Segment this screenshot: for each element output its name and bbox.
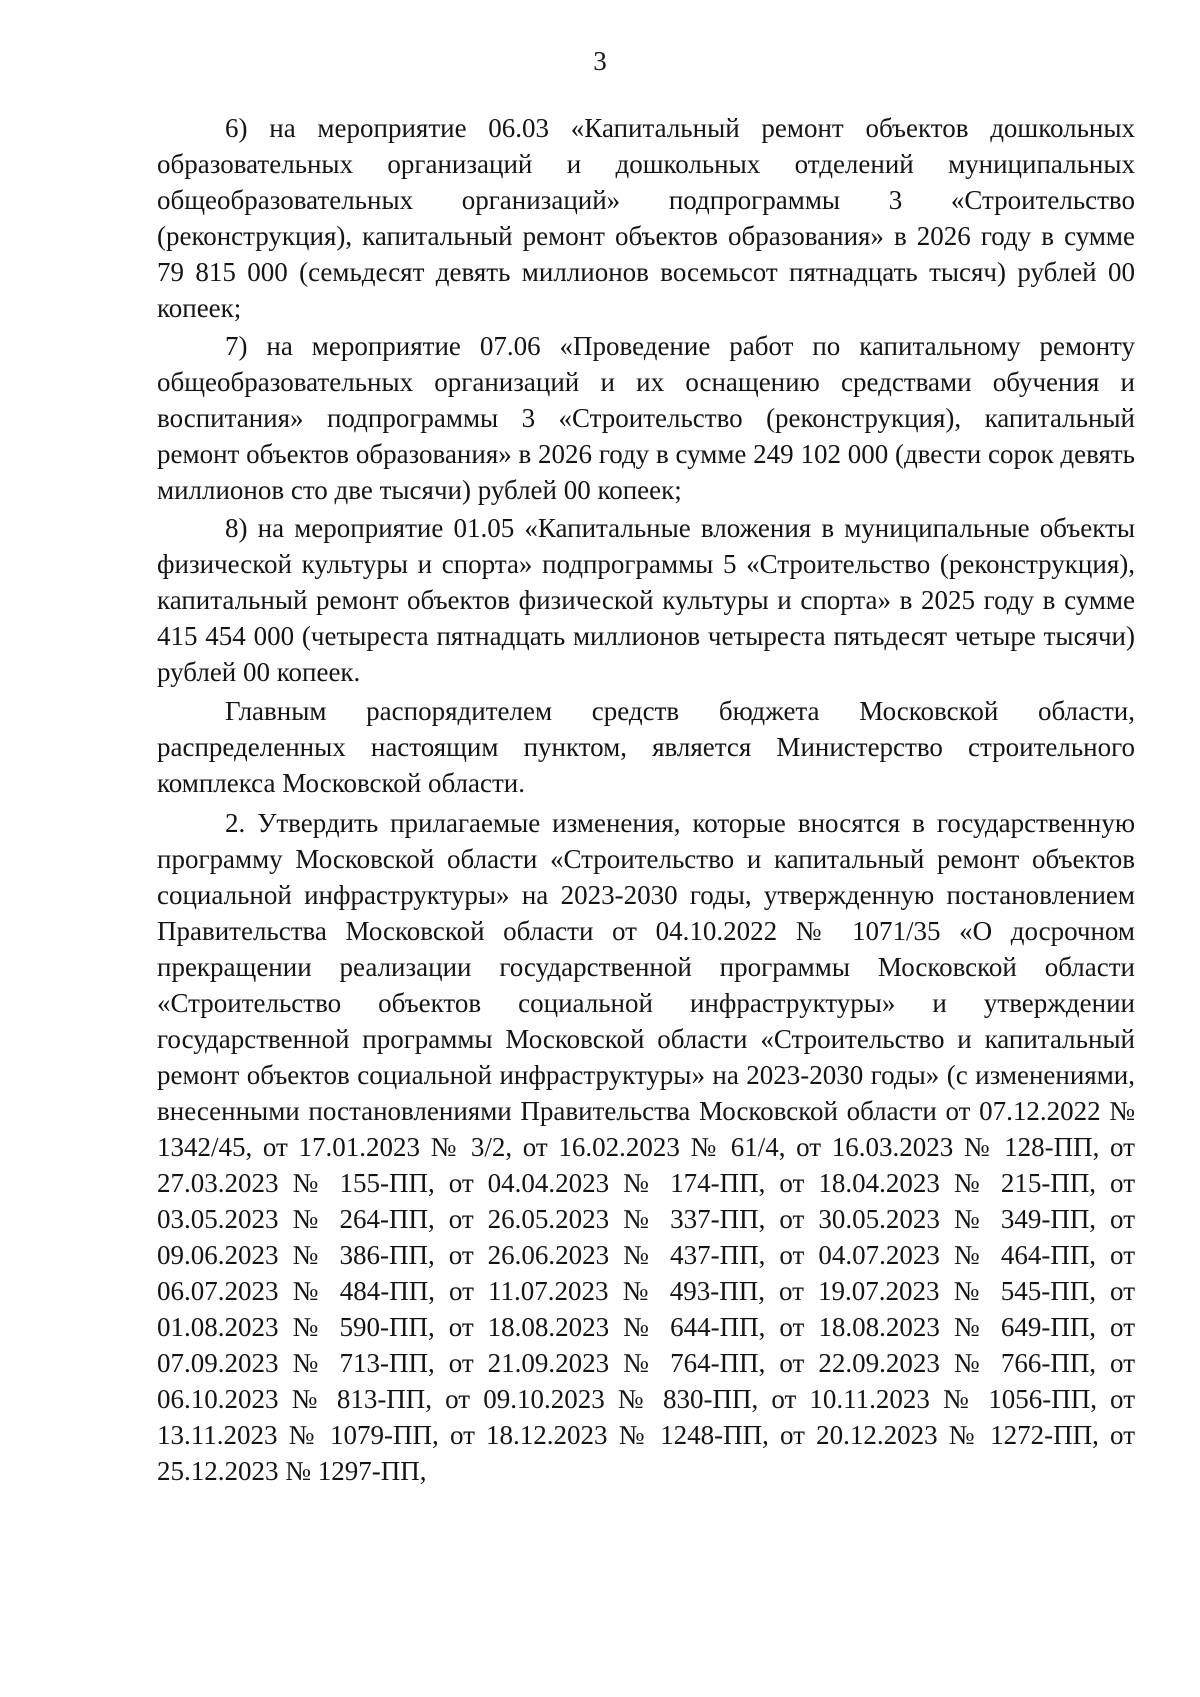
page-number: 3 <box>593 46 607 76</box>
paragraph-clause-2: 2. Утвердить прилагаемые изменения, которые вносятся в государственную программу Московской области «Строительство и капитальный ремонт объектов социальной инфраструктуры» на 2023-2030 годы, утвержденную постановлением Правительства Московской области от 04.10.2022 № 1071/35 «О досрочном прекращении реализации государственной программы Московской области «Строительство объектов социальной инфраструктуры» и утверждении государственной программы Московской области «Строительство и капитальный ремонт объектов социальной инфраструктуры» на 2023-2030 годы» (с изменениями, внесенными постановлениями Правительства Московской области от 07.12.2022 № 1342/45, от 17.01.2023 № 3/2, от 16.02.2023 № 61/4, от 16.03.2023 № 128-ПП, от 27.03.2023 № 155-ПП, от 04.04.2023 № 174-ПП, от 18.04.2023 № 215-ПП, от 03.05.2023 № 264-ПП, от 26.05.2023 № 337-ПП, от 30.05.2023 № 349-ПП, от 09.06.2023 № 386-ПП, от 26.06.2023 № 437-ПП, от 04.07.2023 № 464-ПП, от 06.07.2023 № 484-ПП, от 11.07.2023 № 493-ПП, от 19.07.2023 № 545-ПП, от 01.08.2023 № 590-ПП, от 18.08.2023 № 644-ПП, от 18.08.2023 № 649-ПП, от 07.09.2023 № 713-ПП, от 21.09.2023 № 764-ПП, от 22.09.2023 № 766-ПП, от 06.10.2023 № 813-ПП, от 09.10.2023 № 830-ПП, от 10.11.2023 № 1056-ПП, от 13.11.2023 № 1079-ПП, от 18.12.2023 № 1248-ПП, от 20.12.2023 № 1272-ПП, от 25.12.2023 № 1297-ПП, <box>157 808 1135 1486</box>
document-body <box>157 110 1135 1489</box>
paragraph-item-6: 6) на мероприятие 06.03 «Капитальный ремонт объектов дошкольных образовательных организаций и дошкольных отделений муниципальных общеобразовательных организаций» подпрограммы 3 «Строительство (реконструкция), капитальный ремонт объектов образования» в 2026 году в сумме 79 815 000 (семьдесят девять миллионов восемьсот пятнадцать тысяч) рублей 00 копеек; <box>157 113 1135 323</box>
paragraph-item-8: 8) на мероприятие 01.05 «Капитальные вложения в муниципальные объекты физической культуры и спорта» подпрограммы 5 «Строительство (реконструкция), капитальный ремонт объектов физической культуры и спорта» в 2025 году в сумме 415 454 000 (четыреста пятнадцать миллионов четыреста пятьдесят четыре тысячи) рублей 00 копеек. <box>157 513 1135 687</box>
paragraph-item-7: 7) на мероприятие 07.06 «Проведение работ по капитальному ремонту общеобразовательных организаций и их оснащению средствами обучения и воспитания» подпрограммы 3 «Строительство (реконструкция), капитальный ремонт объектов образования» в 2026 году в сумме 249 102 000 (двести сорок девять миллионов сто две тысячи) рублей 00 копеек; <box>157 331 1135 505</box>
paragraph-budget-manager: Главным распорядителем средств бюджета Московской области, распределенных настоящим пунктом, является Министерство строительного комплекса Московской области. <box>157 696 1135 798</box>
